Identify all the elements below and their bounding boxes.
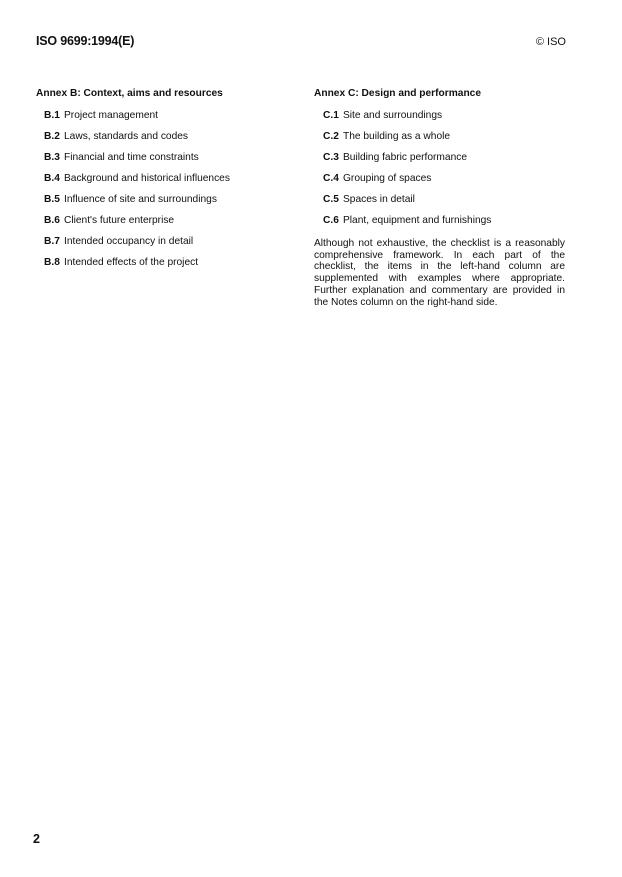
item-text: Grouping of spaces xyxy=(343,173,432,184)
item-number: B.2 xyxy=(44,131,60,142)
list-item xyxy=(36,215,286,236)
item-number: C.4 xyxy=(323,173,339,184)
annex-c-heading: Annex C: Design and performance xyxy=(314,88,481,99)
list-item xyxy=(314,194,566,215)
annex-b-heading: Annex B: Context, aims and resources xyxy=(36,88,223,99)
checklist-explanation-paragraph: Although not exhaustive, the checklist is a reasonably comprehensive framework. In each part of the checklist, the items in the left-hand column are supplemented with examples where appropriate. Further explanation and commentary are provided in the Notes column on the right-hand side. xyxy=(314,238,565,308)
item-text: Plant, equipment and furnishings xyxy=(343,215,492,226)
page-number: 2 xyxy=(33,832,40,846)
item-number: C.5 xyxy=(323,194,339,205)
list-item xyxy=(36,257,286,278)
list-item xyxy=(36,152,286,173)
item-text: The building as a whole xyxy=(343,131,451,142)
item-number: C.3 xyxy=(323,152,339,163)
standard-identifier: ISO 9699:1994(E) xyxy=(36,34,135,48)
list-item xyxy=(314,173,566,194)
list-item xyxy=(36,236,286,257)
list-item xyxy=(314,152,566,173)
item-number: B.5 xyxy=(44,194,60,205)
item-number: C.2 xyxy=(323,131,339,142)
item-number: B.8 xyxy=(44,257,60,268)
item-text: Financial and time constraints xyxy=(64,152,199,163)
list-item xyxy=(36,194,286,215)
item-text: Project management xyxy=(64,110,159,121)
item-text: Client's future enterprise xyxy=(64,215,175,226)
item-text: Influence of site and surroundings xyxy=(64,194,217,205)
item-number: B.7 xyxy=(44,236,60,247)
annex-c-column xyxy=(314,88,566,308)
item-number: C.6 xyxy=(323,215,339,226)
list-item xyxy=(314,131,566,152)
item-text: Spaces in detail xyxy=(343,194,415,205)
item-number: B.3 xyxy=(44,152,60,163)
item-text: Laws, standards and codes xyxy=(64,131,189,142)
annex-b-item-list xyxy=(36,110,286,278)
item-text: Intended occupancy in detail xyxy=(64,236,194,247)
annex-b-column xyxy=(36,88,286,278)
item-number: B.4 xyxy=(44,173,60,184)
list-item xyxy=(36,110,286,131)
list-item xyxy=(314,110,566,131)
list-item xyxy=(36,173,286,194)
list-item xyxy=(314,215,566,236)
item-text: Background and historical influences xyxy=(64,173,230,184)
copyright-notice: © ISO xyxy=(535,36,566,48)
item-number: B.6 xyxy=(44,215,60,226)
item-number: C.1 xyxy=(323,110,339,121)
list-item xyxy=(36,131,286,152)
item-text: Site and surroundings xyxy=(343,110,443,121)
annex-c-item-list xyxy=(314,110,566,236)
item-text: Intended effects of the project xyxy=(64,257,199,268)
item-number: B.1 xyxy=(44,110,60,121)
item-text: Building fabric performance xyxy=(343,152,468,163)
